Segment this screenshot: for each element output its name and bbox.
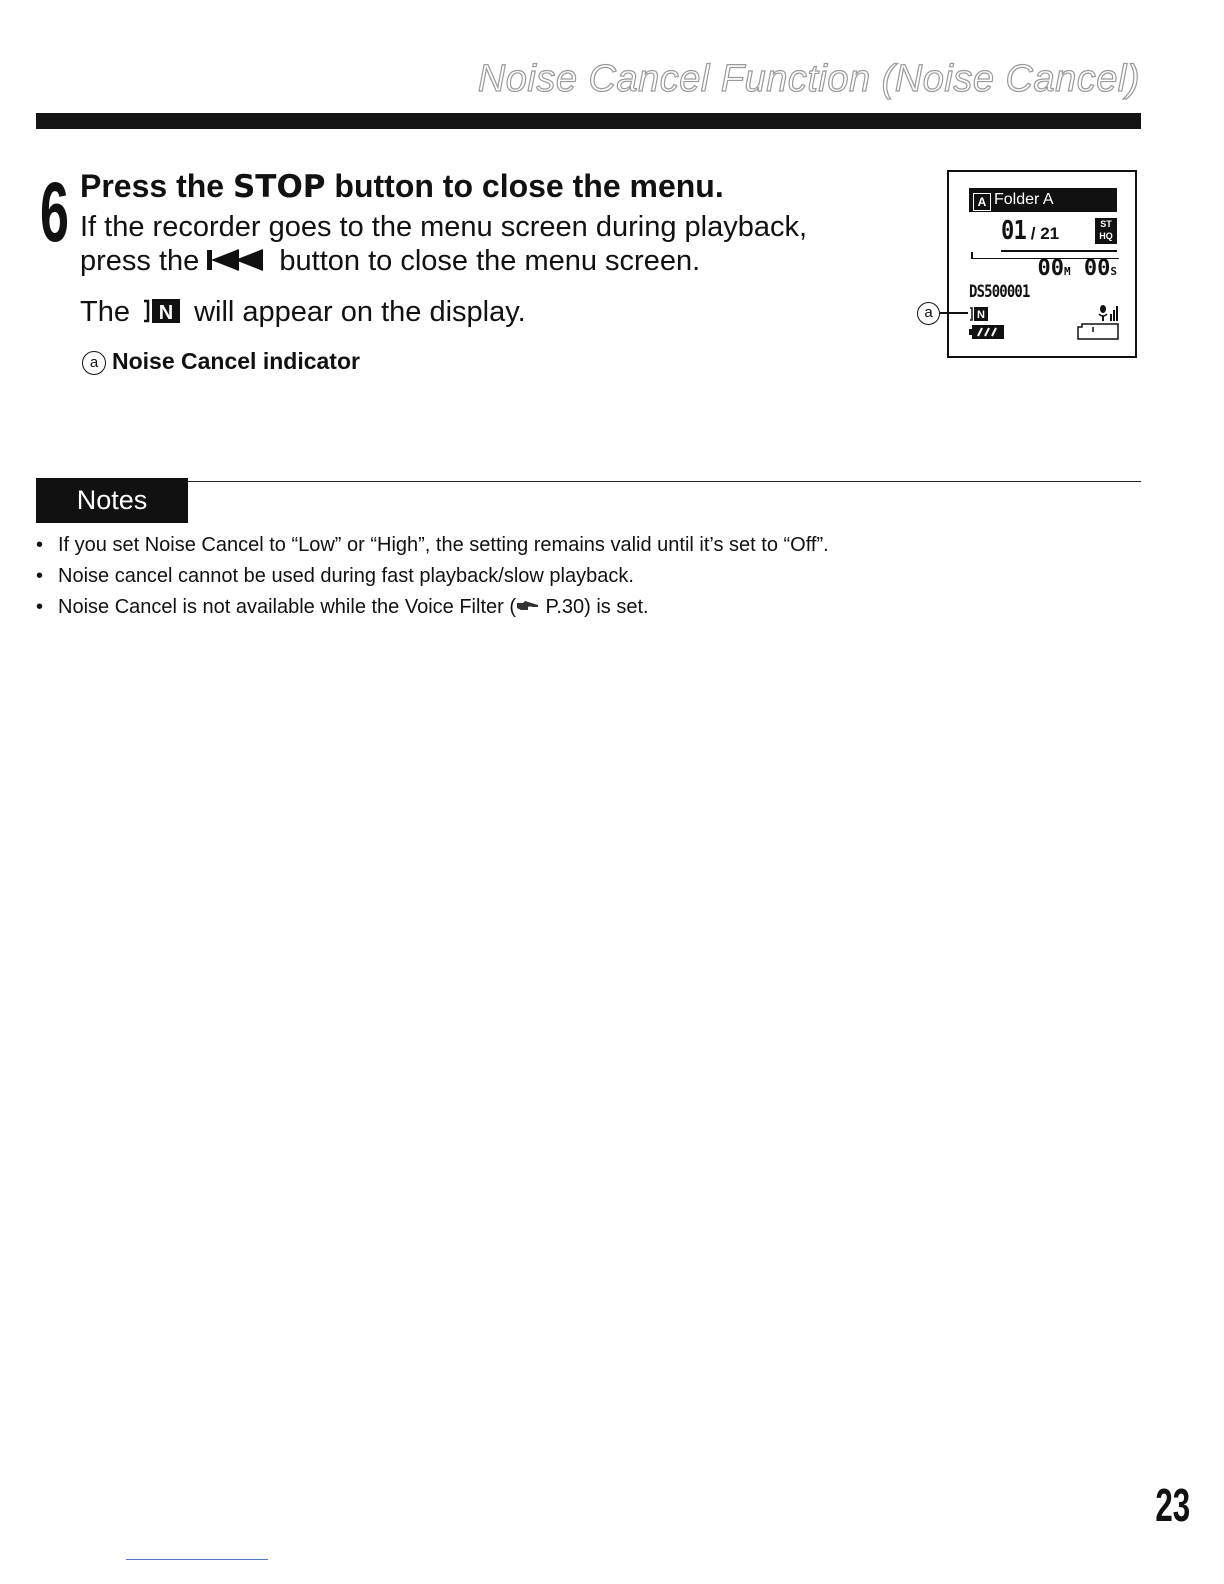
step-title <box>80 168 724 205</box>
time-minutes: 00 <box>1037 256 1064 281</box>
file-total: / 21 <box>1030 224 1060 243</box>
time-minutes-unit: M <box>1064 265 1071 278</box>
svg-text:N: N <box>977 309 985 321</box>
recorder-display <box>947 170 1137 358</box>
folder-label: Folder A <box>994 191 1054 208</box>
step-number: 6 <box>40 165 69 259</box>
noise-cancel-indicator-icon <box>969 306 989 322</box>
step-title-before: Press the <box>80 168 233 204</box>
note-item <box>36 592 829 623</box>
step-body-line1: If the recorder goes to the menu screen during playback, <box>80 211 808 243</box>
noise-cancel-icon <box>140 297 184 325</box>
notes-list <box>36 530 829 623</box>
folder-badge: A <box>973 193 991 211</box>
skip-back-icon <box>207 247 271 273</box>
notes-rule <box>36 481 1141 482</box>
elapsed-time <box>1038 256 1118 281</box>
step-result-before: The <box>80 296 139 328</box>
step-result-after: will appear on the display. <box>186 296 526 328</box>
stop-button-name: STOP <box>232 169 326 205</box>
file-name: DS500001 <box>969 282 1030 302</box>
mode-bottom: HQ <box>1099 231 1113 241</box>
mic-sensitivity-icon <box>1097 304 1119 322</box>
step-result <box>80 296 526 329</box>
folder-bar <box>969 188 1117 212</box>
note-item3-after: P.30) is set. <box>540 596 649 618</box>
battery-icon <box>969 324 1005 340</box>
memory-card-icon <box>1077 322 1119 340</box>
notes-label: Notes <box>36 478 188 523</box>
callout-marker: a <box>917 302 940 325</box>
note-item: • If you set Noise Cancel to “Low” or “High”, the setting remains valid until it’s set to “Off”. <box>36 530 829 561</box>
note-item: • Noise cancel cannot be used during fast playback/slow playback. <box>36 561 829 592</box>
caption-text: Noise Cancel indicator <box>112 348 360 374</box>
caption-marker: a <box>82 351 106 375</box>
step-instructions <box>80 210 910 278</box>
header-rule <box>36 113 1141 129</box>
file-counter <box>1001 216 1117 252</box>
step-body-before-icon: press the <box>80 245 208 277</box>
mode-top: ST <box>1100 219 1112 229</box>
step-title-after: button to close the menu. <box>325 168 724 204</box>
note-item3-before: Noise Cancel is not available while the Voice Filter ( <box>58 596 516 618</box>
time-seconds: 00 <box>1083 256 1111 281</box>
page-header-title: Noise Cancel Function (Noise Cancel) <box>477 58 1140 100</box>
step-body-after-icon: button to close the menu screen. <box>271 245 701 277</box>
svg-text:N: N <box>158 302 174 324</box>
footer-line <box>126 1559 268 1560</box>
time-seconds-unit: S <box>1110 265 1117 278</box>
file-current: 01 <box>1001 216 1026 246</box>
noise-cancel-caption <box>82 348 360 375</box>
page-number: 23 <box>1155 1479 1190 1531</box>
record-mode-icon <box>1095 218 1117 244</box>
callout-leader-line <box>940 312 968 314</box>
pointing-hand-icon <box>516 600 540 612</box>
step-body-line2 <box>80 244 910 278</box>
